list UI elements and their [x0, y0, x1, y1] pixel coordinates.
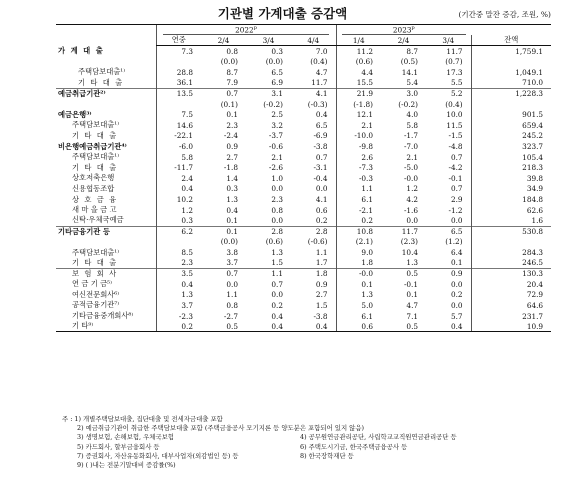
table-cell: -0.6: [268, 142, 283, 152]
table-cell: -5.0: [403, 163, 419, 173]
table-cell: 0.3: [226, 184, 238, 194]
table-cell: 0.4: [426, 321, 471, 332]
table-cell: 0.8: [226, 46, 238, 56]
table-cell: 34.9: [471, 184, 551, 195]
footnote-4: 4) 공무원연금관리공단, 사립학교교직원연금관리공단 등: [300, 433, 457, 442]
row-label: 예금은행³⁾: [58, 109, 92, 119]
table-cell: 1.5: [315, 300, 328, 310]
table-cell: 17.3: [446, 67, 463, 77]
table-cell: 0.2: [156, 321, 201, 332]
table-cell: 72.9: [471, 290, 551, 301]
table-cell: 1,759.1: [471, 46, 551, 57]
table-cell: 13.5: [156, 88, 201, 99]
table-cell: 5.8: [406, 120, 419, 130]
table-cell: 4.2: [406, 195, 419, 205]
footnotes: [62, 415, 552, 470]
table-cell: 0.0: [226, 279, 238, 289]
table-cell: -4.2: [448, 163, 463, 173]
table-cell: 0.1: [201, 226, 246, 237]
table-cell: 1.1: [246, 268, 291, 279]
column-header: 2/4: [381, 35, 426, 46]
table-cell: [471, 57, 551, 68]
table-cell: 4.0: [406, 110, 419, 120]
table-row: [56, 109, 551, 120]
table-cell: (-0.6): [307, 237, 328, 247]
table-cell: 1.3: [156, 290, 201, 301]
table-cell: (0.1): [220, 99, 238, 109]
table-row: [56, 141, 551, 152]
table-cell: -2.1: [336, 205, 381, 216]
table-cell: 0.9: [226, 142, 238, 152]
table-cell: 105.4: [471, 152, 551, 163]
table-cell: -1.6: [403, 205, 419, 215]
table-cell: (-1.8): [336, 99, 381, 110]
table-cell: 1.8: [336, 258, 381, 269]
table-cell: 1.4: [226, 173, 238, 183]
table-cell: 2.1: [336, 120, 381, 131]
table-cell: 0.3: [156, 215, 201, 226]
table-cell: (-0.2): [398, 99, 419, 109]
unit-note: (기간중 말잔 증감, 조원, %): [458, 10, 551, 19]
footnote-5: 5) 카드회사, 할부금융회사 등: [77, 442, 160, 451]
table-cell: -1.7: [403, 131, 419, 141]
footnote-prefix: 주 :: [62, 415, 73, 423]
table-cell: 323.7: [471, 141, 551, 152]
table-cell: 11.7: [446, 46, 463, 56]
table-cell: (0.0): [265, 57, 283, 67]
table-cell: 1.1: [226, 290, 238, 300]
table-cell: 2.7: [315, 290, 328, 300]
row-label: 상호저축은행: [72, 173, 115, 183]
table-cell: -2.3: [156, 311, 201, 322]
footnote-3: 3) 생명보험, 손해보험, 우체국보험: [77, 433, 174, 442]
table-cell: -9.8: [336, 141, 381, 152]
table-cell: 4.1: [315, 195, 328, 205]
table-cell: 0.8: [271, 205, 283, 215]
table-cell: 7.9: [226, 78, 238, 88]
table-cell: 5.5: [450, 78, 463, 88]
table-cell: 245.2: [471, 131, 551, 142]
table-cell: 0.4: [156, 184, 201, 195]
table-cell: 0.5: [381, 268, 426, 279]
row-label: 기 타 대 출: [72, 162, 118, 172]
table-cell: 10.2: [156, 194, 201, 205]
loan-table: [56, 24, 551, 332]
table-cell: 8.5: [156, 247, 201, 258]
table-cell: [471, 237, 551, 248]
table-cell: -3.1: [313, 163, 328, 173]
row-label: 상 호 금 융: [72, 194, 118, 204]
table-cell: 0.1: [226, 110, 238, 120]
table-cell: 7.5: [156, 109, 201, 120]
table-cell: -1.8: [223, 163, 238, 173]
table-cell: 4.7: [315, 67, 328, 77]
table-cell: 2.7: [226, 152, 238, 162]
table-cell: 3.5: [156, 268, 201, 279]
table-cell: 4.4: [336, 67, 381, 78]
table-cell: 2.3: [156, 258, 201, 269]
table-row: [56, 311, 551, 322]
table-cell: 0.7: [315, 152, 328, 162]
footnote-8: 8) 한국장학재단 등: [300, 451, 354, 460]
table-cell: 1.1: [336, 184, 381, 195]
table-cell: 3.0: [381, 88, 426, 99]
table-row: [56, 57, 551, 68]
table-cell: 8.7: [406, 46, 419, 56]
table-cell: 12.1: [336, 109, 381, 120]
table-cell: 10.4: [401, 248, 419, 257]
row-label: 예금취급기관²⁾: [56, 88, 156, 99]
table-cell: 6.1: [336, 311, 381, 322]
table-cell: -3.8: [313, 142, 328, 152]
table-cell: -11.7: [156, 162, 201, 173]
table-cell: 2.5: [271, 110, 283, 120]
table-cell: 14.6: [156, 120, 201, 131]
table-cell: [156, 57, 201, 68]
table-cell: (-0.2): [263, 99, 283, 109]
table-row: [56, 120, 551, 131]
table-cell: 6.5: [315, 120, 328, 130]
table-cell: 1.2: [406, 184, 419, 194]
table-cell: 0.1: [406, 290, 419, 300]
table-cell: 28.8: [156, 67, 201, 78]
table-cell: (0.4): [445, 99, 463, 109]
table-cell: (0.0): [220, 237, 238, 247]
row-label: 공적금융기관⁷⁾: [72, 300, 120, 310]
table-cell: 0.0: [406, 215, 419, 225]
table-cell: 0.0: [315, 184, 328, 194]
table-row: [56, 184, 551, 195]
table-cell: -7.3: [336, 162, 381, 173]
table-cell: 0.0: [450, 215, 463, 225]
table-cell: 0.9: [315, 279, 328, 289]
row-label: 기 타 대 출: [72, 257, 118, 267]
table-cell: 1,049.1: [471, 67, 551, 78]
table-cell: 0.8: [226, 300, 238, 310]
table-row: [56, 215, 551, 226]
table-row: [56, 78, 551, 89]
table-row: [56, 279, 551, 290]
table-cell: 64.6: [471, 300, 551, 311]
table-cell: 0.0: [450, 279, 463, 289]
table-cell: 2.8: [291, 226, 336, 237]
table-cell: 0.7: [271, 279, 283, 289]
table-cell: -6.0: [156, 141, 201, 152]
table-cell: 7.0: [315, 46, 328, 56]
row-label: 주택담보대출¹⁾: [72, 152, 120, 162]
table-cell: 9.0: [336, 247, 381, 258]
table-cell: -0.1: [403, 279, 419, 289]
table-row: [56, 300, 551, 311]
table-row: [56, 173, 551, 184]
table-cell: 10.0: [446, 110, 463, 120]
footnote-6: 6) 주택도시기금, 한국주택금융공사 등: [300, 442, 408, 451]
table-cell: 2.6: [336, 152, 381, 163]
table-cell: 0.6: [315, 205, 328, 215]
table-cell: (0.5): [400, 57, 419, 67]
table-cell: -0.0: [403, 173, 419, 183]
table-cell: -4.8: [448, 142, 463, 152]
table-cell: 0.0: [271, 290, 283, 300]
table-cell: 1.3: [271, 248, 283, 257]
column-header: 1/4: [336, 35, 381, 46]
table-cell: 1.3: [336, 290, 381, 301]
table-cell: 0.0: [450, 300, 463, 310]
table-cell: (0.6): [265, 237, 283, 247]
table-cell: 0.6: [336, 321, 381, 332]
table-cell: (0.7): [445, 57, 463, 67]
row-label: 신용협동조합: [72, 183, 115, 193]
row-label: 비은행예금취급기관⁴⁾: [58, 141, 127, 151]
table-cell: 5.2: [426, 88, 471, 99]
footnote-7: 7) 증권회사, 자산유동화회사, 대부사업자(외감법인 등) 등: [77, 451, 239, 460]
table-cell: 0.4: [156, 279, 201, 290]
table-cell: 901.5: [471, 109, 551, 120]
table-cell: 14.1: [401, 67, 419, 77]
table-cell: 11.7: [381, 226, 426, 237]
table-cell: 2.3: [226, 120, 238, 130]
table-cell: 1.0: [271, 173, 283, 183]
table-cell: 2.3: [271, 195, 283, 205]
table-row: [56, 88, 551, 99]
table-row: [56, 162, 551, 173]
table-cell: -7.0: [403, 142, 419, 152]
table-cell: 8.7: [226, 67, 238, 77]
table-cell: 21.9: [336, 88, 381, 99]
row-label: [56, 237, 156, 248]
table-cell: 0.5: [381, 321, 426, 332]
table-cell: 1.2: [156, 205, 201, 216]
table-row: [56, 268, 551, 279]
table-cell: 5.8: [156, 152, 201, 163]
table-cell: 1.7: [315, 258, 328, 268]
table-cell: 0.5: [201, 321, 246, 332]
row-label: 가 계 대 출: [58, 46, 105, 56]
table-cell: 2.8: [246, 226, 291, 237]
table-cell: 6.1: [336, 194, 381, 205]
table-cell: 2.1: [271, 152, 283, 162]
table-cell: 659.4: [471, 120, 551, 131]
table-cell: 6.5: [271, 67, 283, 77]
table-cell: (1.2): [445, 237, 463, 247]
table-cell: 36.1: [156, 78, 201, 89]
column-header: 연중: [156, 35, 201, 46]
table-cell: -2.7: [223, 311, 238, 321]
table-cell: 0.4: [291, 321, 336, 332]
table-cell: 1.3: [226, 195, 238, 205]
table-cell: 218.3: [471, 162, 551, 173]
footnote-2: 2) 예금취급기관이 취급한 주택담보대출 포함 (주택금융공사 모기지론 등 양도분은 포함되어 있지 않음): [77, 424, 364, 433]
footnote-9: 9) ( )내는 전분기말대비 증감률(%): [77, 461, 176, 470]
table-cell: [156, 99, 201, 110]
table-cell: 7.1: [406, 311, 419, 321]
table-body: [56, 46, 551, 332]
table-cell: (-0.3): [307, 99, 328, 109]
column-header: 잔액: [471, 35, 551, 46]
table-cell: 0.0: [271, 184, 283, 194]
table-cell: 1.3: [406, 258, 419, 268]
table-cell: (0.4): [310, 57, 328, 67]
row-label: 기 타⁹⁾: [56, 321, 156, 332]
table-row: [56, 226, 551, 237]
table-cell: 6.9: [271, 78, 283, 88]
row-label: 기 타 대 출: [78, 77, 124, 87]
table-cell: 11.5: [446, 120, 463, 130]
column-header: 2/4: [201, 35, 246, 46]
table-cell: 130.3: [471, 268, 551, 279]
table-cell: 1.5: [271, 258, 283, 268]
table-cell: 0.3: [271, 46, 283, 56]
row-label: 새 마 을 금 고: [72, 205, 117, 215]
table-cell: 0.4: [226, 205, 238, 215]
table-row: [56, 67, 551, 78]
table-row: [56, 194, 551, 205]
table-cell: 3.1: [246, 88, 291, 99]
table-cell: 4.7: [406, 300, 419, 310]
table-cell: 0.2: [336, 215, 381, 226]
table-cell: 1.8: [291, 268, 336, 279]
table-cell: 0.2: [315, 215, 328, 225]
table-cell: 3.7: [226, 258, 238, 268]
table-cell: 1.6: [471, 215, 551, 226]
table-header: [56, 25, 551, 46]
row-label: 연 금 기 금⁵⁾: [72, 279, 112, 289]
table-cell: 5.4: [406, 78, 419, 88]
table-cell: 0.7: [201, 268, 246, 279]
table-cell: 530.8: [471, 226, 551, 237]
header-blank: [56, 25, 156, 46]
table-cell: (0.6): [336, 57, 381, 68]
table-row: [56, 99, 551, 110]
column-header: 3/4: [426, 35, 471, 46]
table-cell: -0.4: [313, 173, 328, 183]
row-label: 기타금융중개회사⁸⁾: [72, 311, 134, 321]
table-cell: 284.3: [471, 247, 551, 258]
table-cell: 10.8: [336, 226, 381, 237]
table-cell: 184.8: [471, 194, 551, 205]
table-cell: 0.1: [336, 279, 381, 290]
table-cell: 6.4: [450, 248, 463, 257]
table-cell: 710.0: [471, 78, 551, 89]
table-cell: 3.7: [156, 300, 201, 311]
table-cell: 0.7: [450, 152, 463, 162]
table-row: [56, 247, 551, 258]
table-cell: -1.2: [448, 205, 463, 215]
table-cell: 4.1: [291, 88, 336, 99]
table-cell: (0.0): [220, 57, 238, 67]
table-cell: -2.4: [223, 131, 238, 141]
page-title: 기관별 가계대출 증감액: [217, 6, 348, 21]
table-cell: 0.7: [450, 184, 463, 194]
table-row: [56, 321, 551, 332]
table-row: [56, 131, 551, 142]
row-label: 주택담보대출¹⁾: [72, 120, 120, 130]
header-year-2022: 2022$^p$: [156, 25, 336, 36]
row-label: 주택담보대출¹⁾: [72, 247, 120, 257]
table-cell: 0.1: [450, 258, 463, 268]
table-cell: 0.4: [246, 321, 291, 332]
table-cell: [156, 237, 201, 248]
row-label: [56, 99, 156, 110]
row-label: 기타금융기관 등: [56, 226, 156, 237]
table-cell: 0.4: [271, 311, 283, 321]
table-row: [56, 258, 551, 269]
table-cell: 3.2: [271, 120, 283, 130]
header-year-2023: 2023$^p$: [336, 25, 471, 36]
column-header: 4/4: [291, 35, 336, 46]
table-cell: -1.5: [448, 131, 463, 141]
table-cell: 2.1: [406, 152, 419, 162]
table-cell: -3.7: [268, 131, 283, 141]
table-cell: -0.3: [336, 173, 381, 184]
table-cell: 11.2: [336, 46, 381, 57]
header-blank-right: [471, 25, 551, 36]
footnote-1: 1) 개별주택담보대출, 집단대출 및 전세자금대출 포함: [74, 415, 223, 423]
table-cell: 2.9: [450, 195, 463, 205]
table-cell: 0.1: [226, 215, 238, 225]
row-label: 주택담보대출¹⁾: [78, 67, 126, 77]
row-label: [56, 57, 156, 68]
table-cell: 62.6: [471, 205, 551, 216]
table-cell: 6.5: [426, 226, 471, 237]
table-row: [56, 152, 551, 163]
table-row: [56, 46, 551, 57]
table-cell: -6.9: [313, 131, 328, 141]
table-cell: 0.4: [315, 110, 328, 120]
table-cell: -0.1: [448, 173, 463, 183]
table-cell: 15.5: [336, 78, 381, 89]
table-cell: 3.8: [226, 248, 238, 257]
table-cell: -3.8: [313, 311, 328, 321]
row-label: 보 험 회 사: [56, 268, 156, 279]
column-header: 3/4: [246, 35, 291, 46]
table-cell: (2.1): [336, 237, 381, 248]
table-cell: 231.7: [471, 311, 551, 322]
table-cell: 0.0: [271, 215, 283, 225]
table-cell: 7.3: [156, 46, 201, 57]
table-row: [56, 237, 551, 248]
table-cell: -22.1: [156, 131, 201, 142]
table-cell: (2.3): [400, 237, 419, 247]
table-row: [56, 290, 551, 301]
table-cell: 2.4: [156, 173, 201, 184]
row-label: 기 타 대 출: [72, 130, 118, 140]
table-cell: 11.7: [311, 78, 328, 88]
table-cell: 1.1: [315, 248, 328, 257]
table-cell: 39.8: [471, 173, 551, 184]
table-row: [56, 205, 551, 216]
table-cell: 246.5: [471, 258, 551, 269]
table-cell: 0.7: [201, 88, 246, 99]
table-cell: -0.0: [336, 268, 381, 279]
table-cell: [471, 99, 551, 110]
row-label: 신탁·우체국예금: [72, 215, 124, 225]
table-cell: -10.0: [336, 131, 381, 142]
table-cell: 10.9: [471, 321, 551, 332]
row-label: 여신전문회사⁶⁾: [72, 289, 120, 299]
table-cell: 0.2: [450, 290, 463, 300]
table-cell: 1,228.3: [471, 88, 551, 99]
table-cell: 5.0: [336, 300, 381, 311]
table-cell: 0.9: [426, 268, 471, 279]
table-cell: 20.4: [471, 279, 551, 290]
table-cell: -2.6: [268, 163, 283, 173]
table-cell: 5.7: [450, 311, 463, 321]
table-cell: 0.2: [271, 300, 283, 310]
table-cell: 6.2: [156, 226, 201, 237]
